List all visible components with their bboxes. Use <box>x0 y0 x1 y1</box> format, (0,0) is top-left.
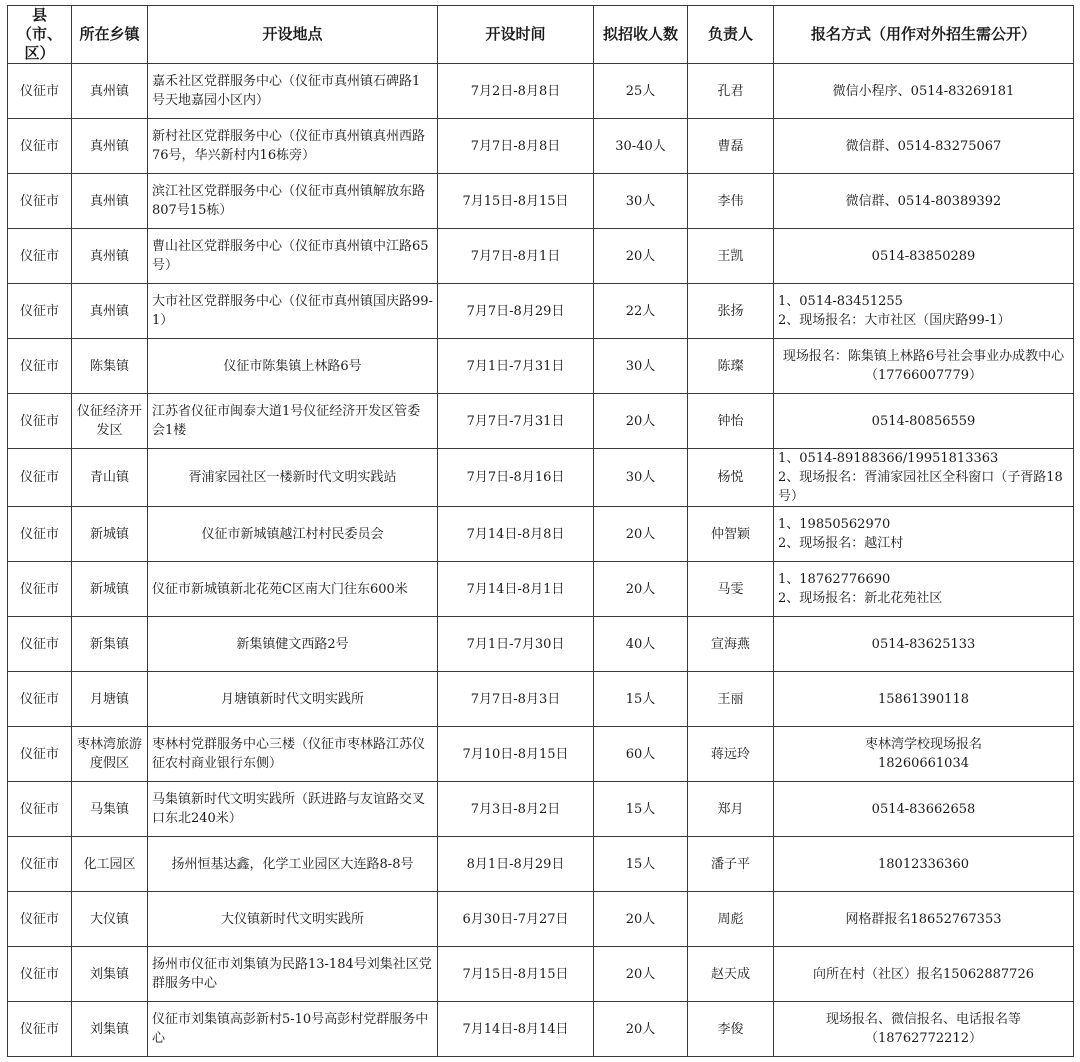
header-period: 开设时间 <box>438 6 594 64</box>
signup-line: 0514-80856559 <box>871 413 976 429</box>
town-cell: 马集镇 <box>72 782 148 837</box>
signup-cell <box>774 64 1074 119</box>
signup-line: 向所在村（社区）报名15062887726 <box>813 966 1034 982</box>
table-row <box>8 892 1074 947</box>
county-cell: 仪征市 <box>8 507 72 562</box>
signup-line: 18260661034 <box>878 756 969 771</box>
capacity-cell: 20人 <box>594 892 688 947</box>
table-row <box>8 507 1074 562</box>
contact-person-cell: 赵天成 <box>688 947 774 1002</box>
capacity-cell: 30人 <box>594 339 688 394</box>
capacity-cell: 25人 <box>594 64 688 119</box>
signup-line: 2、现场报名：越江村 <box>778 536 904 551</box>
contact-person-cell: 陈璨 <box>688 339 774 394</box>
table-row <box>8 782 1074 837</box>
town-cell: 新城镇 <box>72 507 148 562</box>
period-cell: 7月10日-8月15日 <box>438 727 594 782</box>
period-cell: 7月7日-8月8日 <box>438 119 594 174</box>
table-row <box>8 947 1074 1002</box>
contact-person-cell: 曹磊 <box>688 119 774 174</box>
county-cell: 仪征市 <box>8 947 72 1002</box>
location-cell: 仪征市刘集镇高彭新村5-10号高彭村党群服务中心 <box>148 1002 438 1057</box>
town-cell: 真州镇 <box>72 174 148 229</box>
signup-cell <box>774 507 1074 562</box>
period-cell: 7月14日-8月14日 <box>438 1002 594 1057</box>
signup-line: 1、18762776690 <box>778 572 891 587</box>
county-cell: 仪征市 <box>8 782 72 837</box>
signup-cell <box>774 1002 1074 1057</box>
period-cell: 7月15日-8月15日 <box>438 947 594 1002</box>
header-row <box>8 6 1074 64</box>
signup-cell <box>774 837 1074 892</box>
county-cell: 仪征市 <box>8 394 72 449</box>
capacity-cell: 20人 <box>594 394 688 449</box>
capacity-cell: 20人 <box>594 947 688 1002</box>
table-row <box>8 394 1074 449</box>
county-cell: 仪征市 <box>8 284 72 339</box>
location-cell: 江苏省仪征市闽泰大道1号仪征经济开发区管委会1楼 <box>148 394 438 449</box>
contact-person-cell: 李俊 <box>688 1002 774 1057</box>
table-row <box>8 174 1074 229</box>
location-cell: 扬州市仪征市刘集镇为民路13-184号刘集社区党群服务中心 <box>148 947 438 1002</box>
county-cell: 仪征市 <box>8 617 72 672</box>
table-row <box>8 119 1074 174</box>
contact-person-cell: 李伟 <box>688 174 774 229</box>
contact-person-cell: 郑月 <box>688 782 774 837</box>
capacity-cell: 30人 <box>594 449 688 507</box>
capacity-cell: 20人 <box>594 229 688 284</box>
signup-line: 2、现场报名：大市社区（国庆路99-1） <box>778 313 1011 328</box>
town-cell: 化工园区 <box>72 837 148 892</box>
capacity-cell: 15人 <box>594 837 688 892</box>
capacity-cell: 15人 <box>594 672 688 727</box>
location-cell: 嘉禾社区党群服务中心（仪征市真州镇石碑路1号天地嘉园小区内） <box>148 64 438 119</box>
contact-person-cell: 宣海燕 <box>688 617 774 672</box>
table-row <box>8 1002 1074 1057</box>
location-cell: 大市社区党群服务中心（仪征市真州镇国庆路99-1） <box>148 284 438 339</box>
capacity-cell: 30-40人 <box>594 119 688 174</box>
town-cell: 刘集镇 <box>72 947 148 1002</box>
signup-cell <box>774 727 1074 782</box>
capacity-cell: 20人 <box>594 1002 688 1057</box>
location-cell: 新村社区党群服务中心（仪征市真州镇真州西路76号，华兴新村内16栋旁） <box>148 119 438 174</box>
location-cell: 曹山社区党群服务中心（仪征市真州镇中江路65号） <box>148 229 438 284</box>
location-cell: 滨江社区党群服务中心（仪征市真州镇解放东路807号15栋） <box>148 174 438 229</box>
location-cell: 胥浦家园社区一楼新时代文明实践站 <box>148 449 438 507</box>
signup-line: 0514-83662658 <box>871 801 976 817</box>
table-row <box>8 284 1074 339</box>
contact-person-cell: 王丽 <box>688 672 774 727</box>
period-cell: 7月15日-8月15日 <box>438 174 594 229</box>
table-row <box>8 339 1074 394</box>
table-row <box>8 617 1074 672</box>
table-row <box>8 229 1074 284</box>
town-cell: 仪征经济开发区 <box>72 394 148 449</box>
location-cell: 扬州恒基达鑫，化学工业园区大连路8-8号 <box>148 837 438 892</box>
contact-person-cell: 杨悦 <box>688 449 774 507</box>
table-body <box>8 64 1074 1057</box>
period-cell: 7月3日-8月2日 <box>438 782 594 837</box>
signup-cell <box>774 284 1074 339</box>
signup-cell <box>774 339 1074 394</box>
signup-line: 0514-83625133 <box>871 636 976 652</box>
period-cell: 7月2日-8月8日 <box>438 64 594 119</box>
location-cell: 枣林村党群服务中心三楼（仪征市枣林路江苏仪征农村商业银行东侧） <box>148 727 438 782</box>
town-cell: 青山镇 <box>72 449 148 507</box>
signup-cell <box>774 782 1074 837</box>
signup-line: 1、0514-89188366/19951813363 <box>778 451 999 466</box>
signup-line: 0514-83850289 <box>871 248 976 264</box>
table-row <box>8 562 1074 617</box>
contact-person-cell: 王凯 <box>688 229 774 284</box>
period-cell: 7月1日-7月31日 <box>438 339 594 394</box>
location-cell: 马集镇新时代文明实践所（跃进路与友谊路交叉口东北240米） <box>148 782 438 837</box>
contact-person-cell: 蒋远玲 <box>688 727 774 782</box>
header-contact-person: 负责人 <box>688 6 774 64</box>
county-cell: 仪征市 <box>8 672 72 727</box>
signup-line: 18012336360 <box>878 856 969 872</box>
period-cell: 7月7日-8月29日 <box>438 284 594 339</box>
county-cell: 仪征市 <box>8 229 72 284</box>
county-cell: 仪征市 <box>8 174 72 229</box>
town-cell: 刘集镇 <box>72 1002 148 1057</box>
signup-line: 15861390118 <box>878 691 969 707</box>
town-cell: 大仪镇 <box>72 892 148 947</box>
signup-line: 1、0514-83451255 <box>778 294 903 309</box>
county-cell: 仪征市 <box>8 562 72 617</box>
county-cell: 仪征市 <box>8 64 72 119</box>
signup-cell <box>774 394 1074 449</box>
contact-person-cell: 张扬 <box>688 284 774 339</box>
signup-line: 现场报名、微信报名、电话报名等（18762772212） <box>825 1012 1021 1046</box>
header-town: 所在乡镇 <box>72 6 148 64</box>
signup-line: 微信群、0514-83275067 <box>845 138 1002 154</box>
signup-cell <box>774 892 1074 947</box>
period-cell: 7月14日-8月1日 <box>438 562 594 617</box>
signup-cell <box>774 562 1074 617</box>
town-cell: 真州镇 <box>72 229 148 284</box>
capacity-cell: 22人 <box>594 284 688 339</box>
contact-person-cell: 周彪 <box>688 892 774 947</box>
county-cell: 仪征市 <box>8 1002 72 1057</box>
signup-cell <box>774 617 1074 672</box>
capacity-cell: 20人 <box>594 507 688 562</box>
town-cell: 真州镇 <box>72 64 148 119</box>
header-location: 开设地点 <box>148 6 438 64</box>
period-cell: 7月1日-7月30日 <box>438 617 594 672</box>
county-cell: 仪征市 <box>8 727 72 782</box>
signup-cell <box>774 672 1074 727</box>
location-cell: 仪征市新城镇越江村村民委员会 <box>148 507 438 562</box>
signup-line: 2、现场报名：新北花苑社区 <box>778 591 943 606</box>
capacity-cell: 30人 <box>594 174 688 229</box>
location-cell: 大仪镇新时代文明实践所 <box>148 892 438 947</box>
contact-person-cell: 孔君 <box>688 64 774 119</box>
signup-cell <box>774 449 1074 507</box>
signup-line: 网格群报名18652767353 <box>845 911 1002 927</box>
town-cell: 新城镇 <box>72 562 148 617</box>
period-cell: 7月7日-7月31日 <box>438 394 594 449</box>
contact-person-cell: 潘子平 <box>688 837 774 892</box>
county-cell: 仪征市 <box>8 449 72 507</box>
capacity-cell: 40人 <box>594 617 688 672</box>
period-cell: 6月30日-7月27日 <box>438 892 594 947</box>
capacity-cell: 60人 <box>594 727 688 782</box>
signup-cell <box>774 119 1074 174</box>
location-cell: 仪征市陈集镇上林路6号 <box>148 339 438 394</box>
town-cell: 枣林湾旅游度假区 <box>72 727 148 782</box>
period-cell: 8月1日-8月29日 <box>438 837 594 892</box>
contact-person-cell: 仲智颖 <box>688 507 774 562</box>
table-row <box>8 672 1074 727</box>
county-cell: 仪征市 <box>8 892 72 947</box>
town-cell: 真州镇 <box>72 119 148 174</box>
county-cell: 仪征市 <box>8 837 72 892</box>
header-county: 县（市、区） <box>8 6 72 64</box>
table-row <box>8 837 1074 892</box>
period-cell: 7月14日-8月8日 <box>438 507 594 562</box>
table-row <box>8 727 1074 782</box>
capacity-cell: 20人 <box>594 562 688 617</box>
town-cell: 月塘镇 <box>72 672 148 727</box>
town-cell: 新集镇 <box>72 617 148 672</box>
table-row <box>8 64 1074 119</box>
header-signup: 报名方式（用作对外招生需公开） <box>774 6 1074 64</box>
county-cell: 仪征市 <box>8 119 72 174</box>
location-cell: 新集镇健文西路2号 <box>148 617 438 672</box>
signup-line: 微信小程序、0514-83269181 <box>832 83 1015 99</box>
location-cell: 月塘镇新时代文明实践所 <box>148 672 438 727</box>
period-cell: 7月7日-8月1日 <box>438 229 594 284</box>
signup-line: 现场报名：陈集镇上林路6号社会事业办成教中心（17766007779） <box>782 349 1065 383</box>
period-cell: 7月7日-8月16日 <box>438 449 594 507</box>
contact-person-cell: 马雯 <box>688 562 774 617</box>
signup-line: 2、现场报名：胥浦家园社区全科窗口（子胥路18号） <box>778 470 1063 504</box>
header-capacity: 拟招收人数 <box>594 6 688 64</box>
capacity-cell: 15人 <box>594 782 688 837</box>
table-row <box>8 449 1074 507</box>
town-cell: 陈集镇 <box>72 339 148 394</box>
contact-person-cell: 钟怡 <box>688 394 774 449</box>
signup-cell <box>774 229 1074 284</box>
period-cell: 7月7日-8月3日 <box>438 672 594 727</box>
signup-line: 1、19850562970 <box>778 517 891 532</box>
signup-cell <box>774 947 1074 1002</box>
enrollment-table <box>7 5 1074 1057</box>
location-cell: 仪征市新城镇新北花苑C区南大门往东600米 <box>148 562 438 617</box>
town-cell: 真州镇 <box>72 284 148 339</box>
signup-line: 微信群、0514-80389392 <box>845 193 1002 209</box>
signup-cell <box>774 174 1074 229</box>
signup-line: 枣林湾学校现场报名 <box>864 737 982 752</box>
county-cell: 仪征市 <box>8 339 72 394</box>
